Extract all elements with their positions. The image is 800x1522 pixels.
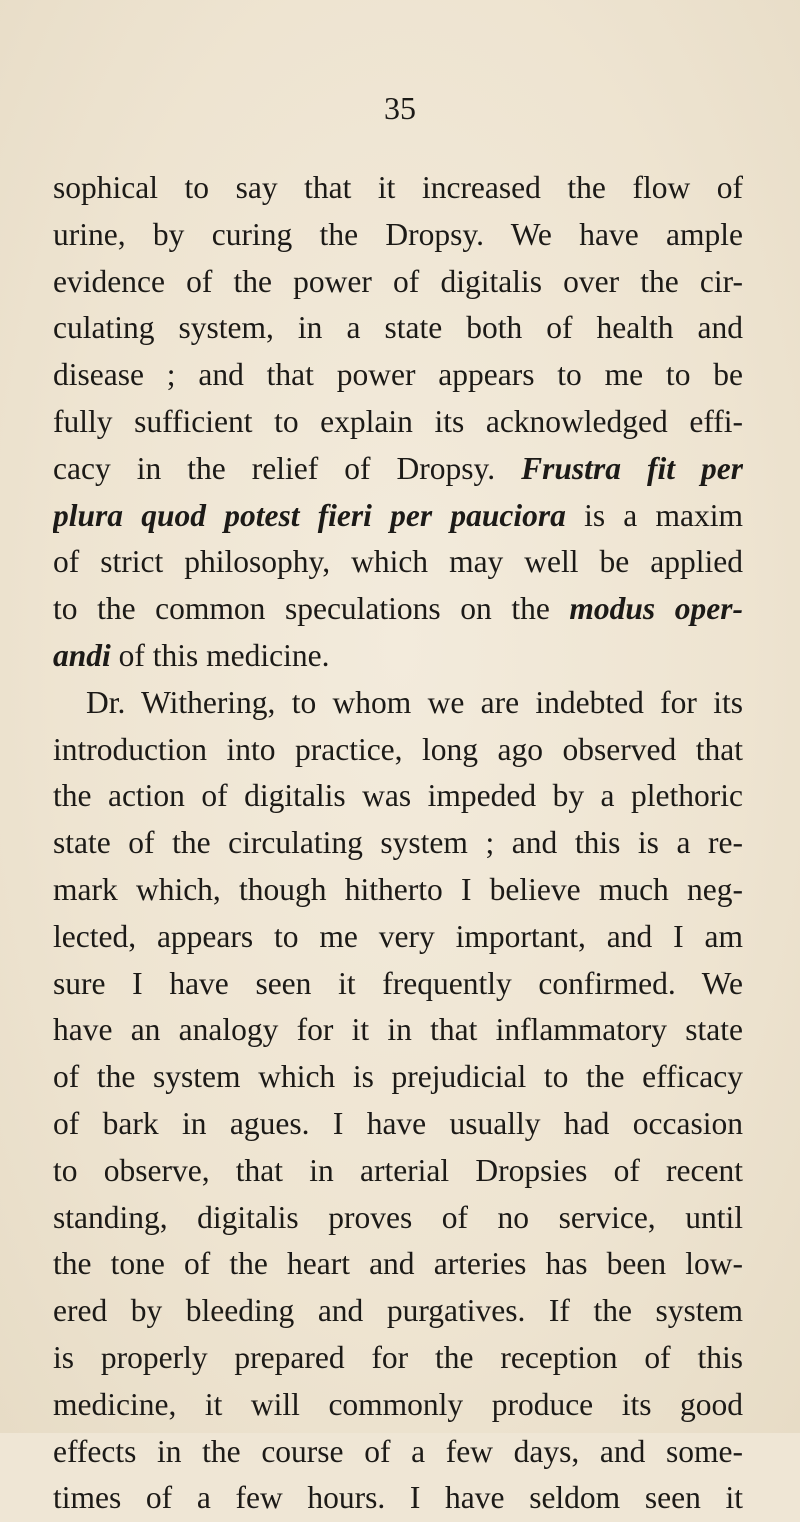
latin-italic: Frustra fit per — [521, 450, 743, 486]
latin-italic: andi — [53, 637, 111, 673]
text-line: evidence of the power of digitalis over the cir- — [53, 263, 743, 299]
text-line: to observe, that in arterial Dropsies of recent — [53, 1152, 743, 1188]
text-line: lected, appears to me very important, and I am — [53, 918, 743, 954]
text-line: of bark in agues. I have usually had occasion — [53, 1105, 743, 1141]
text-line: introduction into practice, long ago observed that — [53, 731, 743, 767]
text-line: sophical to say that it increased the flow of — [53, 170, 743, 205]
text-line: of the system which is prejudicial to the efficacy — [53, 1059, 743, 1095]
text-line: standing, digitalis proves of no service, until — [53, 1199, 743, 1235]
text-line: culating system, in a state both of health and — [53, 310, 743, 346]
text-line: sure I have seen it frequently confirmed. We — [53, 965, 743, 1001]
text-line: the action of digitalis was impeded by a plethoric — [53, 778, 743, 814]
text-line: urine, by curing the Dropsy. We have ample — [53, 216, 743, 252]
text-line: of strict philosophy, which may well be applied — [53, 544, 743, 580]
page-number: 35 — [384, 90, 416, 126]
text-line: andi of this medicine. — [53, 637, 330, 673]
text-line: to the common speculations on the modus oper- — [53, 591, 743, 627]
latin-italic: modus oper- — [569, 591, 743, 627]
text-line: ered by bleeding and purgatives. If the system — [53, 1293, 743, 1329]
text-line: have an analogy for it in that inflammatory state — [53, 1012, 743, 1048]
text-line: fully sufficient to explain its acknowledged effi- — [53, 403, 743, 439]
text-line: medicine, it will commonly produce its good — [53, 1386, 743, 1422]
text-line: effects in the course of a few days, and some- — [53, 1433, 743, 1469]
text-line: the tone of the heart and arteries has been low- — [53, 1246, 743, 1282]
text-line: Dr. Withering, to whom we are indebted for its — [86, 684, 743, 720]
text-line: is properly prepared for the reception of this — [53, 1339, 743, 1375]
text-line: mark which, though hitherto I believe much neg- — [53, 871, 743, 907]
text-line: state of the circulating system ; and this is a re- — [53, 825, 743, 861]
text-line: disease ; and that power appears to me to be — [53, 357, 743, 393]
text-line: cacy in the relief of Dropsy. Frustra fit per — [53, 450, 743, 486]
body-text — [53, 165, 743, 1522]
latin-italic: plura quod potest fieri per pauciora — [53, 497, 566, 533]
text-line: plura quod potest fieri per pauciora is a maxim — [53, 497, 743, 533]
text-line: times of a few hours. I have seldom seen it — [53, 1480, 743, 1516]
